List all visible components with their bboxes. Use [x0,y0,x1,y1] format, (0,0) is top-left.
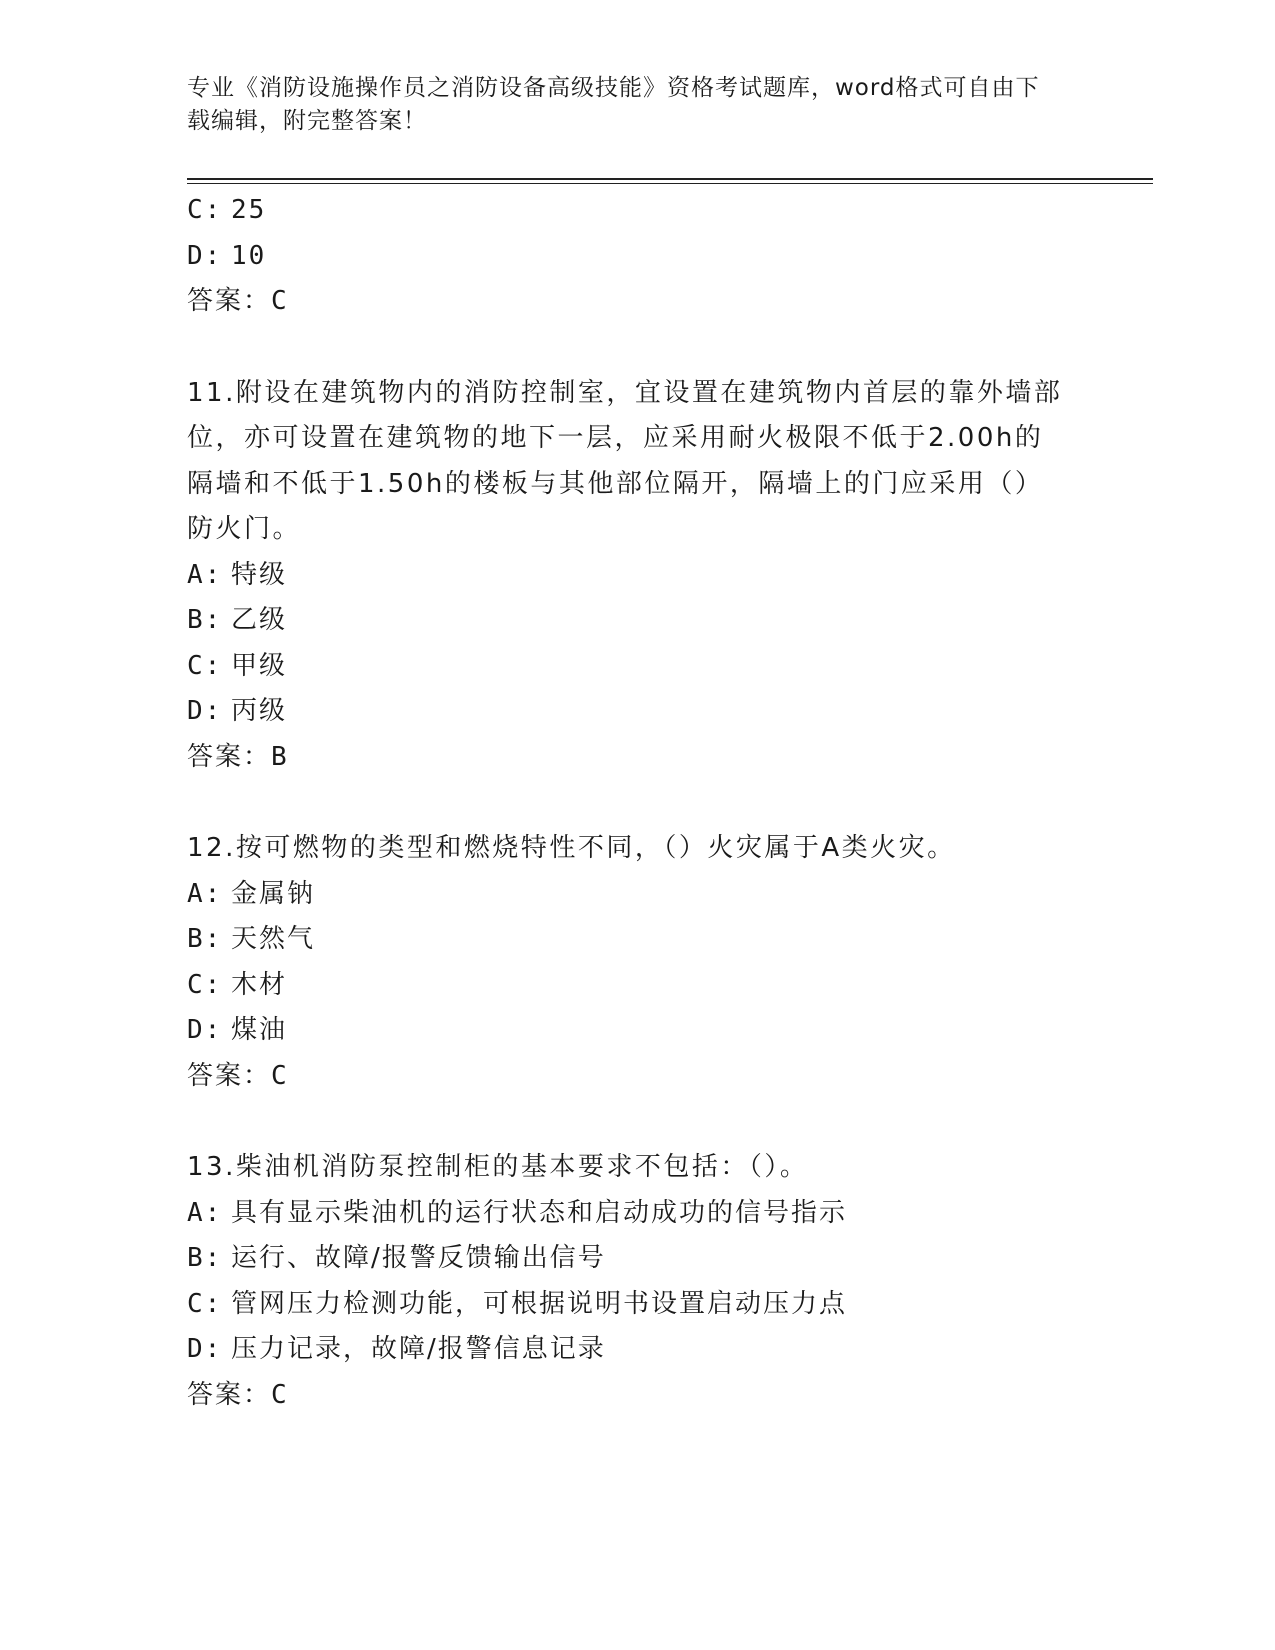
question-block [187,826,1087,1099]
option-text: 煤油 [231,1015,288,1045]
option-row [187,644,1087,690]
option-label: C: [187,969,223,1000]
option-row [187,1282,1087,1328]
option-row [187,234,1087,280]
header-rule-thin [187,183,1153,184]
option-row [187,963,1087,1009]
option-label: C: [187,650,223,681]
prev-question-tail [187,188,1087,325]
header-line-1: 专业《消防设施操作员之消防设备高级技能》资格考试题库，word格式可自由下 [187,75,1040,101]
answer-label: 答案： [187,1060,272,1091]
option-text: 管网压力检测功能，可根据说明书设置启动压力点 [231,1288,848,1319]
question-block [187,371,1087,781]
answer-key: B [271,741,289,772]
spacer [187,325,1087,371]
spacer [187,1099,1087,1145]
answer-row [187,279,1087,325]
answer-label: 答案： [187,286,272,316]
option-text: 特级 [231,559,288,590]
answer-key: C [271,1379,289,1410]
option-row [187,1008,1087,1054]
option-text: 具有显示柴油机的运行状态和启动成功的信号指示 [231,1197,848,1228]
question-stem-line: 位，亦可设置在建筑物的地下一层，应采用耐火极限不低于2.00h的 [187,423,1044,453]
option-text: 天然气 [231,924,316,954]
option-label: A: [187,559,223,590]
option-label: D: [187,1334,223,1364]
option-label: B: [187,1243,223,1273]
option-label: D: [187,696,223,726]
option-row [187,917,1087,963]
answer-label: 答案： [187,1379,272,1410]
option-text: 木材 [231,969,288,1000]
option-row [187,188,1087,234]
option-label: D: [187,1015,223,1045]
option-label: C: [187,195,223,225]
answer-label: 答案： [187,741,272,772]
answer-row [187,1373,1087,1419]
option-row [187,689,1087,735]
option-label: A: [187,878,223,909]
option-text: 乙级 [231,605,288,635]
header-line-2: 载编辑，附完整答案！ [187,108,427,134]
header-rule-thick [187,178,1153,180]
option-label: C: [187,1288,223,1319]
question-stem-line: 11.附设在建筑物内的消防控制室，宜设置在建筑物内首层的靠外墙部 [187,377,1063,408]
question-content [187,188,1087,1418]
question-stem-line: 12.按可燃物的类型和燃烧特性不同，（）火灾属于A类火灾。 [187,833,956,863]
spacer [187,780,1087,826]
option-label: B: [187,605,223,635]
option-row [187,1327,1087,1373]
page-header [187,72,1067,138]
option-text: 压力记录，故障/报警信息记录 [231,1334,606,1364]
answer-row [187,1054,1087,1100]
option-text: 运行、故障/报警反馈输出信号 [231,1243,606,1273]
answer-row [187,735,1087,781]
option-row [187,1191,1087,1237]
option-text: 金属钠 [231,878,316,909]
question-stem-line: 隔墙和不低于1.50h的楼板与其他部位隔开，隔墙上的门应采用（） [187,468,1044,499]
option-text: 丙级 [231,696,288,726]
option-label: D: [187,240,223,271]
option-label: B: [187,924,223,954]
option-row [187,553,1087,599]
question-stem-line: 13.柴油机消防泵控制柜的基本要求不包括：（）。 [187,1152,809,1182]
option-text: 10 [231,240,267,271]
option-text: 甲级 [231,650,288,681]
option-row [187,872,1087,918]
option-label: A: [187,1197,223,1228]
answer-key: C [271,286,289,316]
option-text: 25 [231,195,267,225]
answer-key: C [271,1060,289,1091]
question-stem-line: 防火门。 [187,514,302,544]
option-row [187,598,1087,644]
option-row [187,1236,1087,1282]
question-block [187,1145,1087,1418]
